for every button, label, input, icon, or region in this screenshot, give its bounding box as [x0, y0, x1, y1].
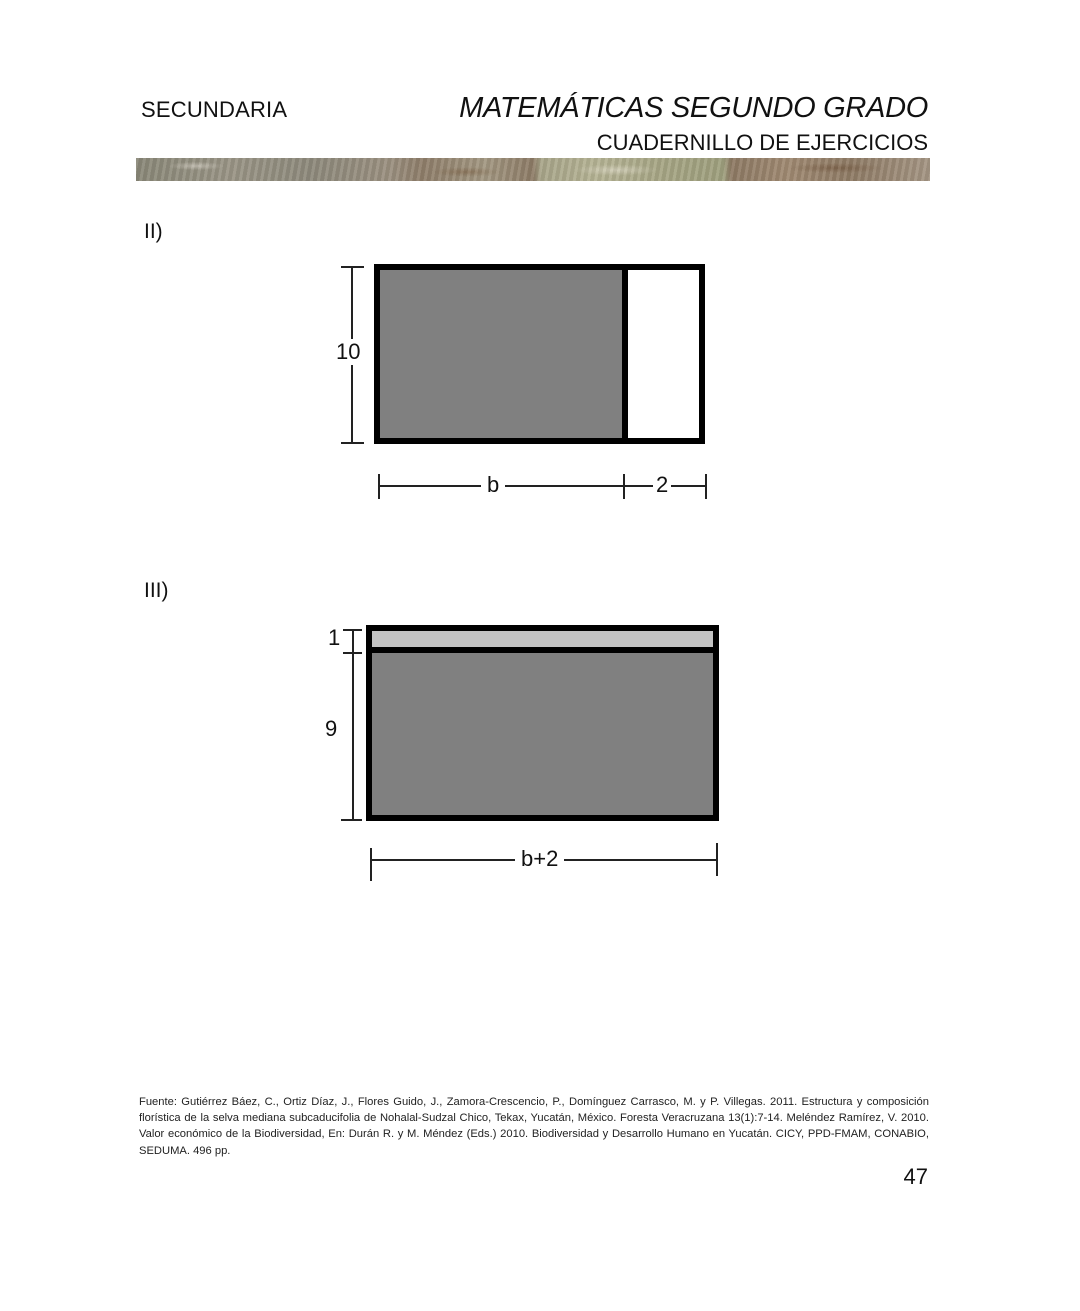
dimension-tick — [378, 474, 380, 499]
height-dimension-line — [352, 630, 354, 821]
level-label: SECUNDARIA — [141, 97, 288, 122]
dimension-tick — [341, 819, 362, 821]
dimension-tick — [705, 474, 707, 499]
height-label: 10 — [336, 339, 361, 364]
header-banner-image — [136, 158, 930, 181]
unshaded-region — [628, 270, 699, 438]
book-subtitle: CUADERNILLO DE EJERCICIOS — [596, 130, 928, 155]
width-label-b: b — [481, 474, 505, 496]
dimension-tick — [343, 652, 362, 654]
top-strip-region — [372, 631, 713, 647]
dimension-tick — [341, 266, 364, 268]
width-label-2: 2 — [653, 474, 671, 496]
main-shaded-region — [372, 653, 713, 815]
dimension-tick — [716, 843, 718, 876]
page-number: 47 — [903, 1164, 928, 1189]
dimension-tick — [343, 629, 362, 631]
exercise-label-ii: II) — [144, 220, 163, 243]
source-footnote: Fuente: Gutiérrez Báez, C., Ortiz Díaz, J., Flores Guido, J., Zamora-Crescencio, P., Domínguez Carrasco, M. y P. Villegas. 2011. Estructura y composición florística de la selva mediana subcaducifolia de Nohalal-Sudzal Chico, Tekax, Yucatán, México. Foresta Veracruzana 13(1):7-14. Meléndez Ramírez, V. 2010. Valor económico de la Biodiversidad, En: Durán R. y M. Méndez (Eds.) 2010. Biodiversidad y Desarrollo Humano en Yucatán. CICY, PPD-FMAM, CONABIO, SEDUMA. 496 pp. — [139, 1096, 929, 1157]
dimension-tick — [370, 848, 372, 881]
height-label-1: 1 — [328, 625, 341, 650]
height-label-9: 9 — [325, 716, 338, 741]
dimension-tick — [623, 474, 625, 499]
book-title: MATEMÁTICAS SEGUNDO GRADO — [459, 92, 928, 124]
width-label-b-plus-2: b+2 — [515, 848, 564, 870]
exercise-label-iii: III) — [144, 579, 169, 602]
dimension-tick — [341, 442, 364, 444]
shaded-region — [380, 270, 622, 438]
